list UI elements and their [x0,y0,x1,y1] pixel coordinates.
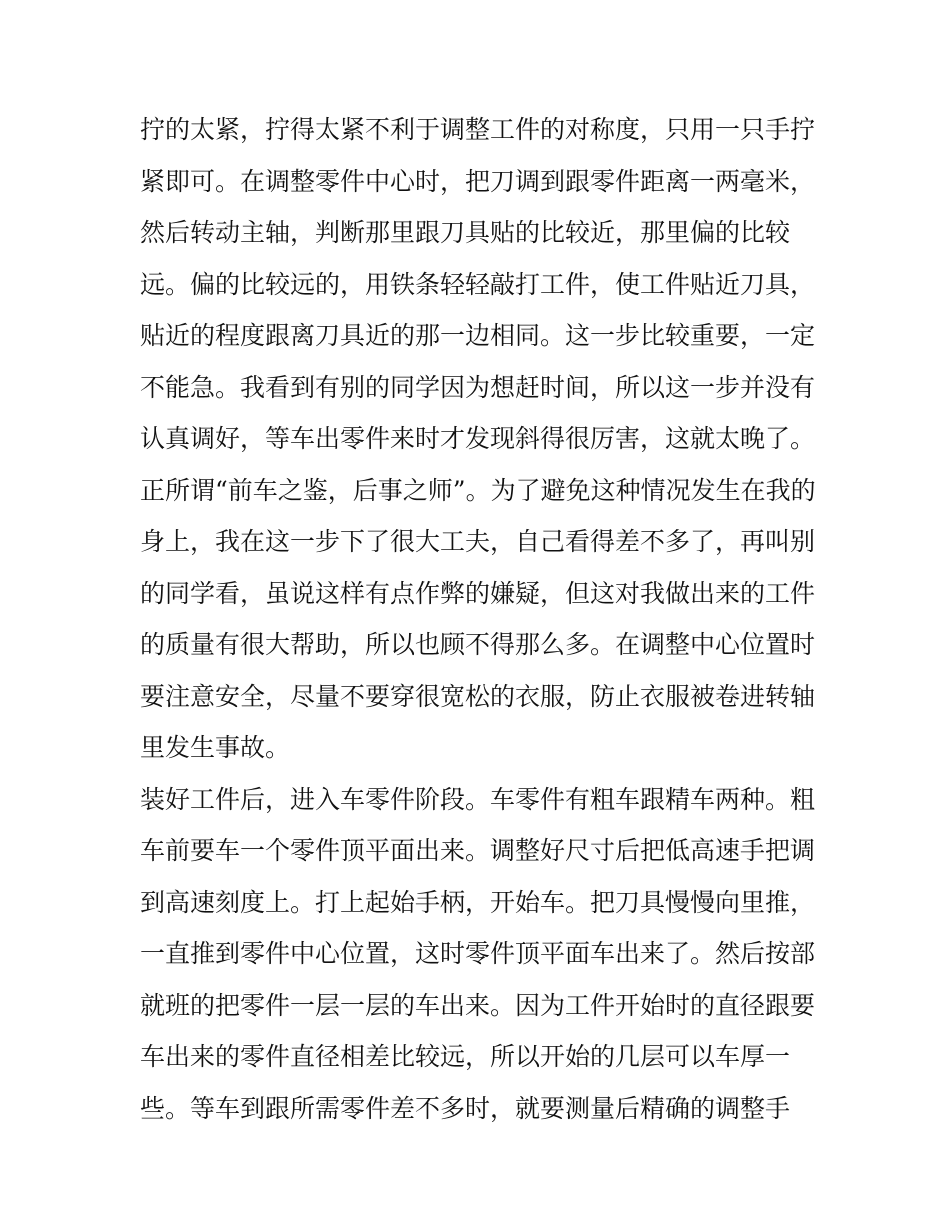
text-line: 身上，我在这一步下了很大工夫，自己看得差不多了，再叫别 [140,527,816,556]
text-line: 正所谓“前车之鉴，后事之师”。为了避免这种情况发生在我的 [140,475,816,505]
body-text [140,104,816,1134]
text-line: 些。等车到跟所需零件差不多时，就要测量后精确的调整手 [140,1093,791,1123]
text-line: 贴近的程度跟离刀具近的那一边相同。这一步比较重要，一定 [140,321,816,350]
text-line: 紧即可。在调整零件中心时，把刀调到跟零件距离一两毫米， [140,166,816,196]
text-line: 然后转动主轴，判断那里跟刀具贴的比较近，那里偏的比较 [140,218,791,247]
text-line: 装好工件后，进入车零件阶段。车零件有粗车跟精车两种。粗 [140,784,816,814]
text-line: 就班的把零件一层一层的车出来。因为工件开始时的直径跟要 [140,990,816,1020]
text-line: 的同学看，虽说这样有点作弊的嫌疑，但这对我做出来的工件 [140,578,816,608]
text-line: 车前要车一个零件顶平面出来。调整好尺寸后把低高速手把调 [140,836,816,865]
text-line: 里发生事故。 [140,733,291,762]
text-line: 的质量有很大帮助，所以也顾不得那么多。在调整中心位置时 [140,630,816,659]
text-line: 一直推到零件中心位置，这时零件顶平面车出来了。然后按部 [140,939,816,968]
text-line: 远。偏的比较远的，用铁条轻轻敲打工件，使工件贴近刀具， [140,269,816,299]
text-line: 车出来的零件直径相差比较远，所以开始的几层可以车厚一 [140,1042,791,1071]
text-line: 到高速刻度上。打上起始手柄，开始车。把刀具慢慢向里推， [140,887,816,917]
text-line: 要注意安全，尽量不要穿很宽松的衣服，防止衣服被卷进转轴 [140,681,816,711]
text-line: 拧的太紧，拧得太紧不利于调整工件的对称度，只用一只手拧 [140,115,816,144]
text-line: 不能急。我看到有别的同学因为想赶时间，所以这一步并没有 [140,372,816,402]
text-line: 认真调好，等车出零件来时才发现斜得很厉害，这就太晚了。 [140,424,816,453]
